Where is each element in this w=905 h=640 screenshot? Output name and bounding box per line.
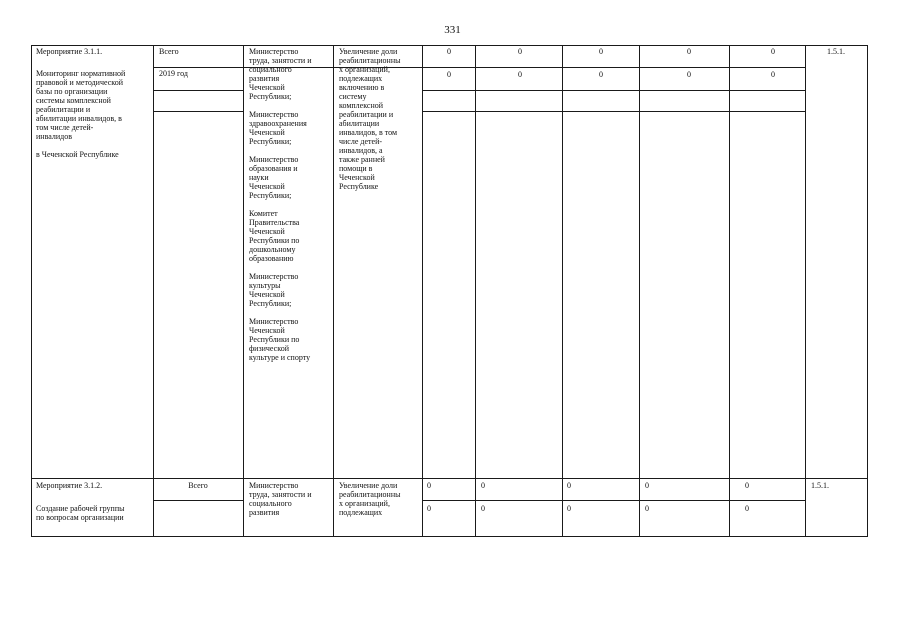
row2-year-value-5: 0	[745, 504, 749, 513]
col-divider-3	[333, 45, 334, 537]
col-divider-4	[422, 45, 423, 537]
row2-event-description: Создание рабочей группы по вопросам организации	[36, 504, 125, 522]
row1-total-value-1: 0	[447, 47, 451, 56]
row1-event-title: Мероприятие 3.1.1.	[36, 47, 103, 56]
row2-result: Увеличение доли реабилитационны х организаций, подлежащих	[339, 481, 401, 517]
row2-event-title: Мероприятие 3.1.2.	[36, 481, 103, 490]
row1-total-value-2: 0	[518, 47, 522, 56]
row2-total-divider-a	[153, 500, 243, 501]
row1-year-value-5: 0	[771, 70, 775, 79]
row2-year-value-1: 0	[427, 504, 431, 513]
row1-sub-divider-b	[422, 111, 805, 112]
col-divider-5	[475, 45, 476, 537]
row1-sub-divider-a	[153, 111, 243, 112]
col-divider-2	[243, 45, 244, 537]
col-divider-6	[562, 45, 563, 537]
row2-indicator: 1.5.1.	[811, 481, 829, 490]
row2-period-total: Всего	[188, 481, 208, 490]
col-divider-1	[153, 45, 154, 537]
row-separator	[31, 478, 868, 479]
row1-event-description: Мониторинг нормативной правовой и методической базы по организации системы комплексной реабилитации и абилитации инвалидов, в том числе детей- инвалидов в Чеченской Республике	[36, 69, 126, 159]
row1-year-divider-b	[422, 90, 805, 91]
row2-year-value-2: 0	[481, 504, 485, 513]
table-border-right	[867, 45, 868, 537]
table-border-bottom	[31, 536, 868, 537]
row1-period-total: Всего	[159, 47, 179, 56]
row1-year-value-4: 0	[687, 70, 691, 79]
col-divider-9	[805, 45, 806, 537]
row2-total-value-2: 0	[481, 481, 485, 490]
row2-total-value-5: 0	[745, 481, 749, 490]
row1-year-divider-a	[153, 90, 243, 91]
row2-year-value-3: 0	[567, 504, 571, 513]
row1-result: Увеличение доли реабилитационны х организаций, подлежащих включению в систему комплексной реабилитации и абилитации инвалидов, в том числе детей- инвалидов, а также ранней помощи в Чеченской Республике	[339, 47, 401, 191]
row1-year-value-3: 0	[599, 70, 603, 79]
row1-period-year: 2019 год	[159, 69, 188, 78]
row2-total-divider-b	[422, 500, 805, 501]
program-activities-table	[31, 45, 868, 537]
row1-indicator: 1.5.1.	[827, 47, 845, 56]
table-border-left	[31, 45, 32, 537]
row2-total-value-4: 0	[645, 481, 649, 490]
row2-total-value-1: 0	[427, 481, 431, 490]
row2-total-value-3: 0	[567, 481, 571, 490]
row1-executors: Министерство труда, занятости и социального развития Чеченской Республики; Министерство здравоохранения Чеченской Республики; Министерство образования и науки Чеченской Республики; Комитет Правительства Чеченской Республики по дошкольному образованию Министерство культуры Чеченской Республики; Министерство Чеченской Республики по физической культуре и спорту	[249, 47, 312, 362]
row1-year-value-1: 0	[447, 70, 451, 79]
col-divider-7	[639, 45, 640, 537]
row1-total-value-3: 0	[599, 47, 603, 56]
row2-year-value-4: 0	[645, 504, 649, 513]
col-divider-8	[729, 45, 730, 537]
row2-executors: Министерство труда, занятости и социального развития	[249, 481, 312, 517]
row1-year-value-2: 0	[518, 70, 522, 79]
table-border-top	[31, 45, 868, 46]
row1-total-value-5: 0	[771, 47, 775, 56]
page-number: 331	[444, 24, 461, 36]
row1-total-value-4: 0	[687, 47, 691, 56]
